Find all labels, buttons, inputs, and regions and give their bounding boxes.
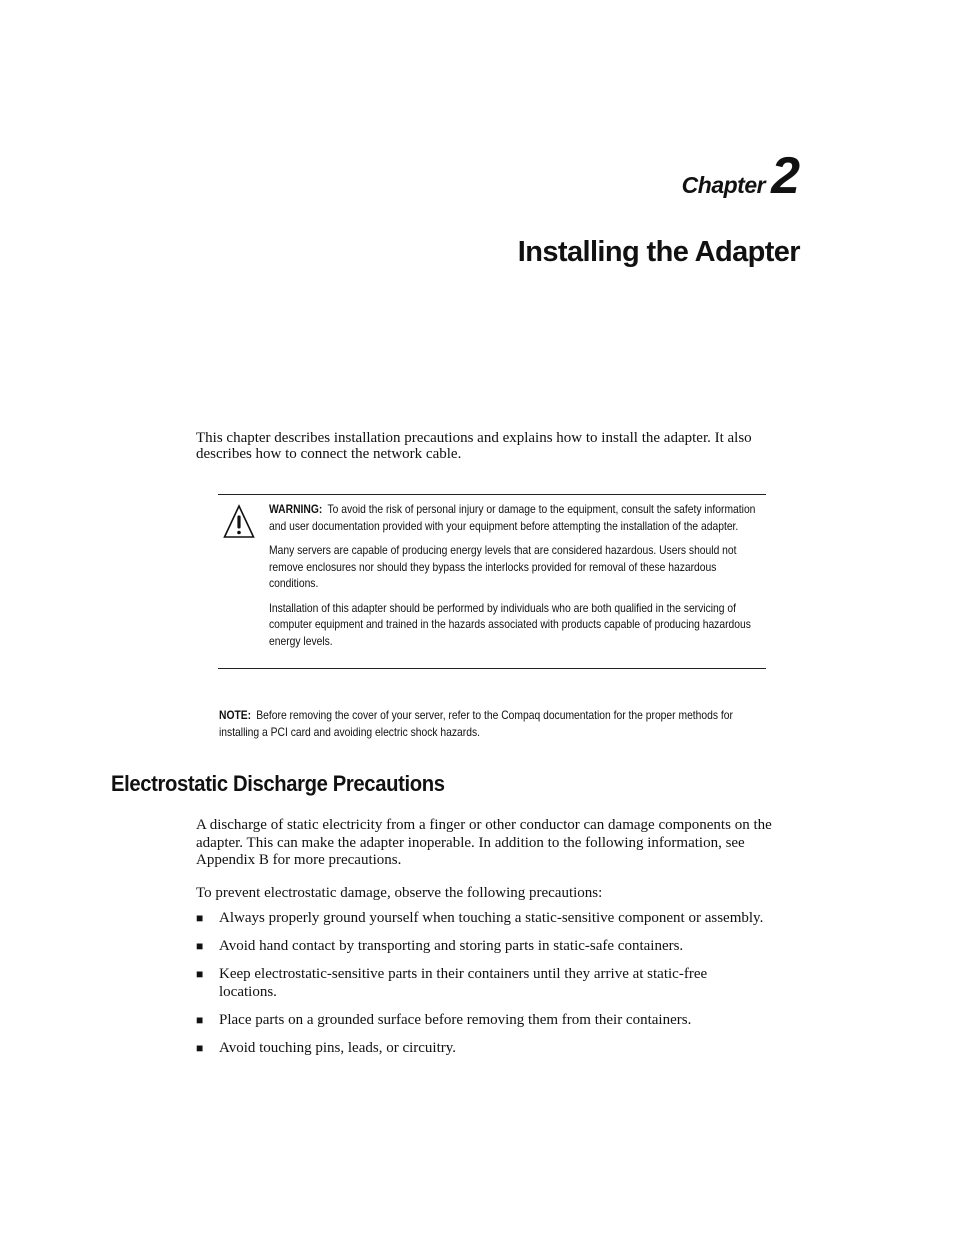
warning-box [218, 494, 766, 669]
bullet-icon: ■ [196, 967, 204, 981]
list-item [196, 1040, 802, 1058]
warning-triangle-icon [223, 504, 255, 540]
warning-paragraph: Many servers are capable of producing energy levels that are considered hazardous. Users should not remove enclosures nor should they bypass the interlocks provided for removal of these hazardous conditions. [269, 543, 737, 590]
bullet-icon: ■ [196, 1012, 204, 1027]
chapter-label [681, 147, 800, 205]
section-paragraph: A discharge of static electricity from a finger or other conductor can damage components on the adapter. This can make the adapter inoperable. In addition to the following information, see Appendix B for more precautions. [196, 817, 772, 868]
bullet-icon: ■ [196, 939, 204, 953]
bullet-icon: ■ [196, 911, 204, 925]
warning-text [269, 501, 765, 657]
precautions-list [196, 910, 802, 1068]
warning-paragraph: Installation of this adapter should be performed by individuals who are both qualified in the servicing of computer equipment and trained in the hazards associated with products capable of producing hazardous energy levels. [269, 600, 751, 648]
intro-paragraph: This chapter describes installation precautions and explains how to install the adapter. It also describes how to connect the network cable. [196, 430, 752, 462]
list-item [196, 938, 802, 956]
note-text: Before removing the cover of your server, refer to the Compaq documentation for the proper methods for installing a PCI card and avoiding electric shock hazards. [219, 708, 733, 739]
note-label: NOTE: [219, 708, 252, 722]
section-heading: Electrostatic Discharge Precautions [111, 771, 445, 796]
chapter-title: Installing the Adapter [517, 236, 800, 268]
list-item-text: Avoid touching pins, leads, or circuitry. [219, 1039, 457, 1056]
warning-paragraph [269, 501, 765, 534]
list-item-text: Keep electrostatic-sensitive parts in their containers until they arrive at static-free locations. [219, 966, 708, 1000]
list-item-text: Always properly ground yourself when touching a static-sensitive component or assembly. [219, 910, 764, 926]
bullet-icon: ■ [196, 1040, 204, 1055]
chapter-number: 2 [771, 147, 800, 205]
chapter-word: Chapter [681, 172, 766, 198]
list-intro: To prevent electrostatic damage, observe the following precautions: [196, 885, 603, 901]
list-item [196, 1012, 802, 1030]
note [219, 707, 752, 740]
warning-paragraph-text: To avoid the risk of personal injury or damage to the equipment, consult the safety information and user documentation provided with your equipment before attempting the installation of the adapter. [269, 502, 756, 533]
list-item [196, 910, 802, 928]
list-item [196, 966, 802, 1001]
warning-label: WARNING: [269, 502, 323, 516]
list-item-text: Avoid hand contact by transporting and storing parts in static-safe containers. [219, 938, 684, 954]
list-item-text: Place parts on a grounded surface before removing them from their containers. [219, 1011, 692, 1028]
